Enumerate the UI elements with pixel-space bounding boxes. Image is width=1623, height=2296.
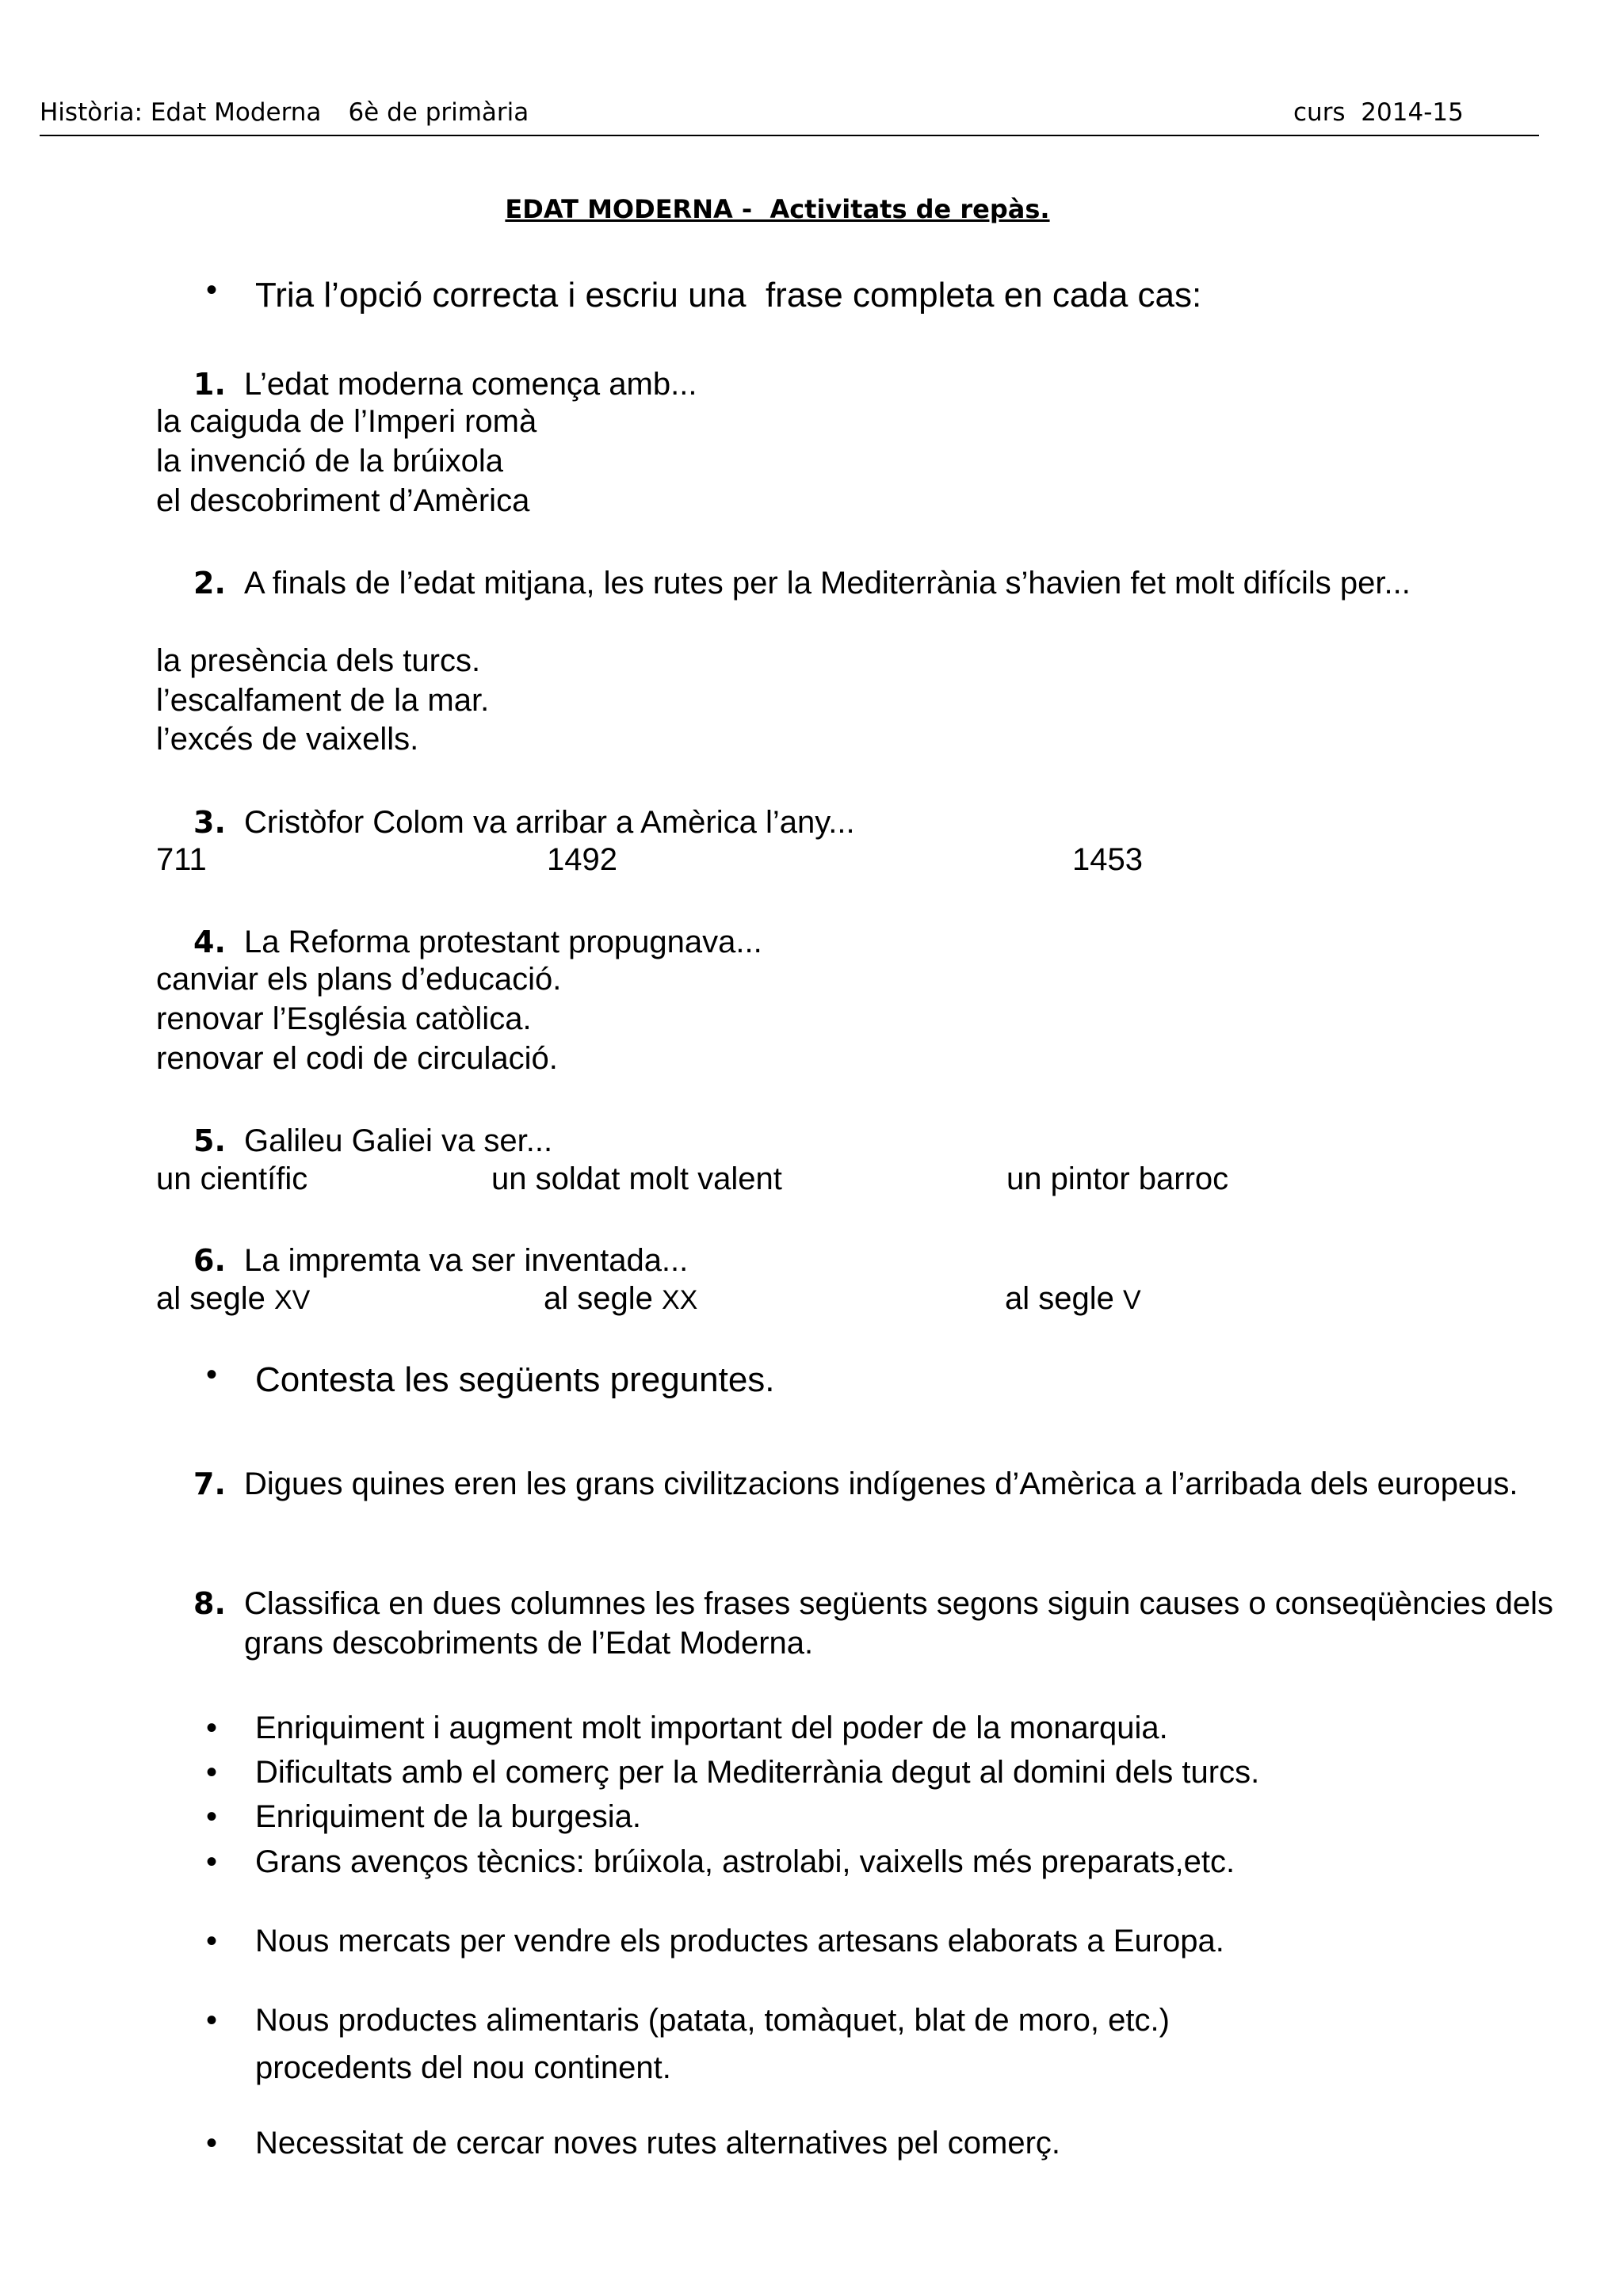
question-number: 8. (193, 1586, 226, 1621)
question-1-option-b: la invenció de la brúixola (156, 444, 504, 479)
question-number: 2. (193, 566, 226, 601)
question-text: La Reforma protestant propugnava... (244, 925, 762, 959)
bullet-icon: • (206, 273, 218, 307)
question-text: Digues quines eren les grans civilitzacions indígenes d’Amèrica a l’arribada dels europeus. (244, 1466, 1518, 1501)
question-2-option-c: l’excés de vaixells. (156, 722, 419, 757)
statement-text: Grans avenços tècnics: brúixola, astrolabi, vaixells més preparats,etc. (255, 1844, 1235, 1879)
page-header (40, 93, 1539, 136)
bullet-icon: • (206, 1711, 218, 1745)
question-6-option-b (544, 1281, 697, 1317)
option-prefix: al segle (544, 1281, 662, 1316)
bullet-icon: • (206, 2126, 218, 2161)
question-3-option-c: 1453 (1072, 842, 1143, 877)
header-year: curs 2014-15 (1293, 98, 1464, 127)
bullet-icon: • (206, 2003, 218, 2038)
option-numeral: XV (273, 1285, 311, 1315)
question-number: 7. (193, 1466, 226, 1501)
question-1-option-c: el descobriment d’Amèrica (156, 483, 530, 518)
question-number: 5. (193, 1123, 226, 1158)
question-4-option-c: renovar el codi de circulació. (156, 1041, 558, 1076)
document-title: EDAT MODERNA - Activitats de repàs. (505, 194, 1050, 224)
question-text: La impremta va ser inventada... (244, 1243, 689, 1278)
header-subject: Història: Edat Moderna (40, 98, 322, 127)
question-text: A finals de l’edat mitjana, les rutes per la Mediterrània s’havien fet molt difícils per... (244, 566, 1411, 601)
statement-text: Enriquiment i augment molt important del poder de la monarquia. (255, 1711, 1168, 1745)
bullet-icon: • (206, 1799, 218, 1834)
question-3-option-b: 1492 (547, 842, 617, 877)
option-prefix: al segle (156, 1281, 274, 1316)
bullet-icon: • (206, 1924, 218, 1958)
question-1-option-a: la caiguda de l’Imperi romà (156, 404, 537, 439)
statement-text: Nous productes alimentaris (patata, tomàquet, blat de moro, etc.) procedents del nou continent. (255, 2003, 1170, 2085)
question-text: L’edat moderna comença amb... (244, 367, 697, 402)
question-text: Galileu Galiei va ser... (244, 1123, 553, 1158)
question-5-option-a: un científic (156, 1161, 308, 1196)
question-5-option-c: un pintor barroc (1006, 1161, 1229, 1196)
bullet-icon: • (206, 1755, 218, 1790)
option-prefix: al segle (1005, 1281, 1123, 1316)
question-2-option-a: la presència dels turcs. (156, 643, 481, 678)
question-3-option-a: 711 (156, 842, 207, 877)
question-5-option-b: un soldat molt valent (491, 1161, 782, 1196)
question-number: 1. (193, 367, 226, 402)
question-4-option-b: renovar l’Església catòlica. (156, 1001, 532, 1036)
header-left (40, 98, 529, 127)
statement-text: Enriquiment de la burgesia. (255, 1799, 641, 1834)
question-number: 4. (193, 925, 226, 959)
option-numeral: XX (661, 1285, 698, 1315)
header-level: 6è de primària (348, 98, 529, 127)
bullet-icon: • (206, 1844, 218, 1879)
option-numeral: V (1122, 1285, 1141, 1315)
statement-text: Dificultats amb el comerç per la Mediterrània degut al domini dels turcs. (255, 1755, 1260, 1790)
instruction-1-text: Tria l’opció correcta i escriu una frase completa en cada cas: (255, 276, 1202, 315)
statement-text: Necessitat de cercar noves rutes alternatives pel comerç. (255, 2126, 1060, 2161)
question-6-option-c (1005, 1281, 1141, 1317)
question-6-option-a (156, 1281, 310, 1317)
instruction-2-text: Contesta les següents preguntes. (255, 1360, 775, 1399)
question-2-option-b: l’escalfament de la mar. (156, 683, 490, 718)
bullet-icon: • (206, 1357, 218, 1392)
statement-text: Nous mercats per vendre els productes artesans elaborats a Europa. (255, 1924, 1224, 1958)
question-text: Classifica en dues columnes les frases següents segons siguin causes o conseqüències dels grans descobriments de l’Edat Moderna. (244, 1586, 1554, 1661)
question-number: 6. (193, 1243, 226, 1278)
question-4-option-a: canviar els plans d’educació. (156, 962, 562, 997)
question-text: Cristòfor Colom va arribar a Amèrica l’any... (244, 805, 855, 840)
question-number: 3. (193, 805, 226, 840)
